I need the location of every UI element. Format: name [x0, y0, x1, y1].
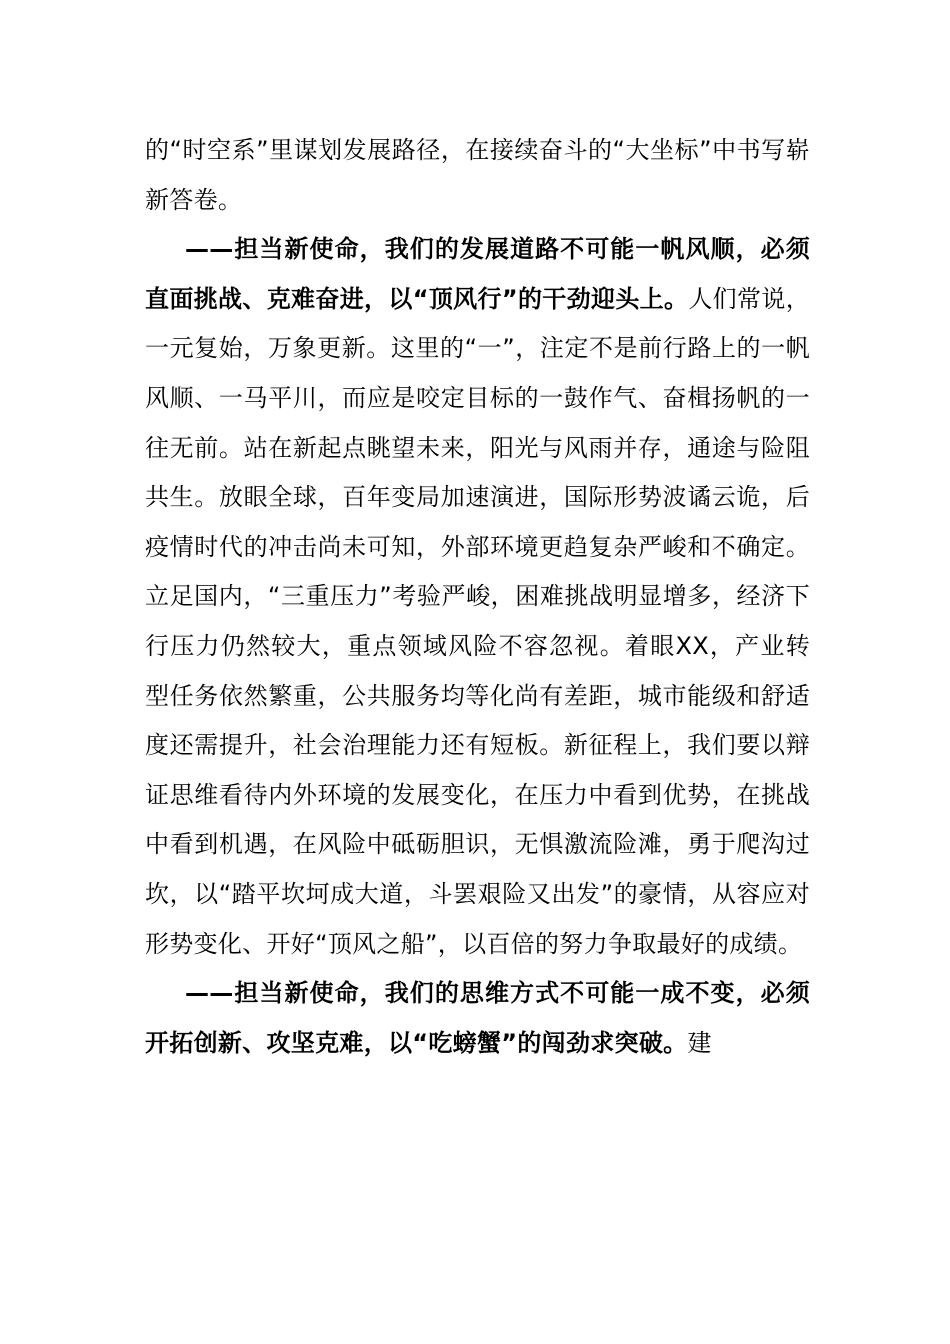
paragraph-continuation — [145, 126, 810, 225]
paragraph-innovation — [145, 969, 810, 1068]
paragraph-development-path — [145, 225, 810, 969]
document-page — [145, 126, 810, 1068]
paragraph-body-text: 的“时空系”里谋划发展路径，在接续奋斗的“大坐标”中书写崭新答卷。 — [145, 136, 810, 214]
paragraph-body-text: 建 — [687, 1028, 712, 1057]
paragraph-bold-lead: ——担当新使命，我们的思维方式不可能一成不变，必须开拓创新、攻坚克难，以“吃螃蟹”的闯劲求突破。 — [145, 979, 810, 1057]
paragraph-body-text: 人们常说，一元复始，万象更新。这里的“一”，注定不是前行路上的一帆风顺、一马平川，而应是咬定目标的一鼓作气、奋楫扬帆的一往无前。站在新起点眺望未来，阳光与风雨并存，通途与险阻共生。放眼全球，百年变局加速演进，国际形势波谲云诡，后疫情时代的冲击尚未可知，外部环境更趋复杂严峻和不确定。立足国内，“三重压力”考验严峻，困难挑战明显增多，经济下行压力仍然较大，重点领域风险不容忽视。着眼XX，产业转型任务依然繁重，公共服务均等化尚有差距，城市能级和舒适度还需提升，社会治理能力还有短板。新征程上，我们要以辩证思维看待内外环境的发展变化，在压力中看到优势，在挑战中看到机遇，在风险中砥砺胆识，无惧激流险滩，勇于爬沟过坎，以“踏平坎坷成大道，斗罢艰险又出发”的豪情，从容应对形势变化、开好“顶风之船”，以百倍的努力争取最好的成绩。 — [145, 284, 810, 958]
paragraph-bold-lead: ——担当新使命，我们的发展道路不可能一帆风顺，必须直面挑战、克难奋进，以“顶风行”的干劲迎头上。 — [145, 235, 810, 313]
